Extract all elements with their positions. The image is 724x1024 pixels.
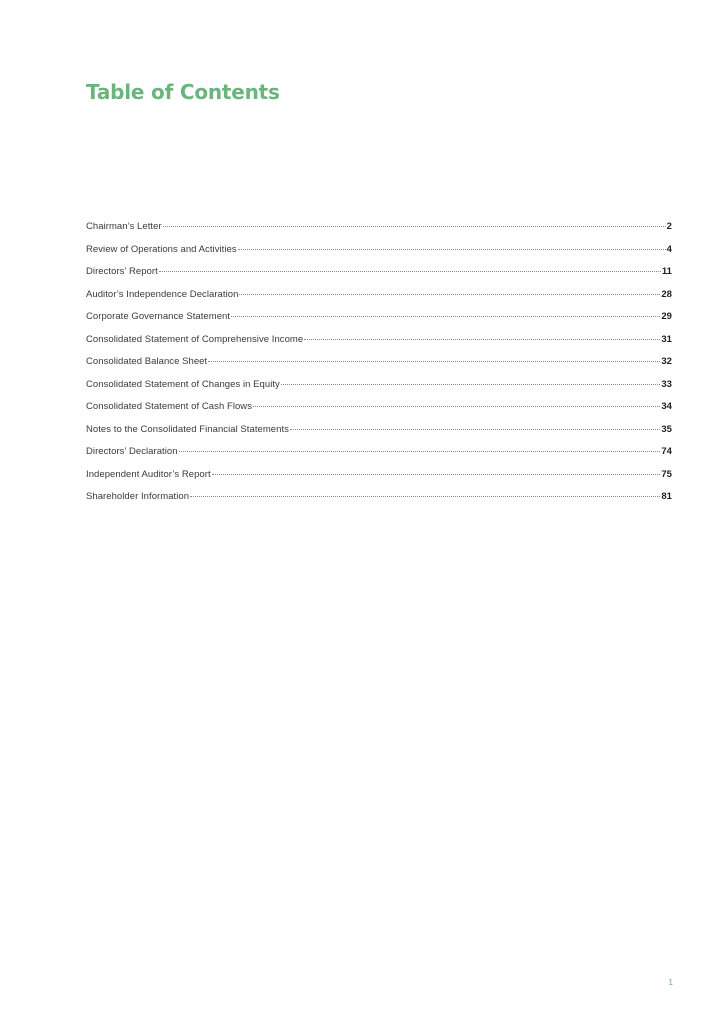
- toc-entry-label: Independent Auditor’s Report: [86, 468, 211, 480]
- toc-entry-page: 75: [661, 468, 672, 480]
- toc-dot-leader: [239, 294, 660, 295]
- toc-entry[interactable]: [86, 356, 672, 379]
- toc-entry-label: Review of Operations and Activities: [86, 243, 237, 255]
- toc-dot-leader: [231, 316, 660, 317]
- toc-entry-label: Auditor’s Independence Declaration: [86, 288, 239, 300]
- toc-entry[interactable]: [86, 446, 672, 469]
- toc-entry-page: 31: [661, 333, 672, 345]
- toc-dot-leader: [253, 406, 660, 407]
- toc-dot-leader: [208, 361, 660, 362]
- toc-entry[interactable]: [86, 244, 672, 267]
- toc-dot-leader: [238, 249, 666, 250]
- toc-entry-page: 29: [661, 311, 672, 322]
- toc-entry-page: 28: [661, 288, 672, 300]
- toc-entry-label: Shareholder Information: [86, 491, 190, 502]
- toc-dot-leader: [190, 496, 660, 497]
- toc-entry-page: 35: [661, 423, 672, 435]
- toc-entry-label: Consolidated Statement of Cash Flows: [86, 401, 253, 412]
- toc-entry[interactable]: [86, 401, 672, 424]
- toc-entry[interactable]: [86, 424, 672, 447]
- toc-entry[interactable]: [86, 311, 672, 334]
- toc-dot-leader: [163, 226, 666, 227]
- toc-entry[interactable]: [86, 221, 672, 244]
- toc-entry-page: 34: [661, 401, 672, 412]
- page-title: Table of Contents: [86, 80, 280, 104]
- toc-entry[interactable]: [86, 289, 672, 312]
- toc-entry-page: 32: [661, 356, 672, 367]
- table-of-contents: [86, 221, 672, 514]
- toc-dot-leader: [290, 429, 660, 430]
- toc-entry-label: Corporate Governance Statement: [86, 311, 231, 322]
- toc-entry[interactable]: [86, 334, 672, 357]
- toc-entry[interactable]: [86, 266, 672, 289]
- toc-entry-page: 4: [666, 243, 672, 255]
- toc-entry-page: 2: [666, 221, 672, 232]
- page-number: 1: [668, 978, 673, 987]
- toc-entry-page: 11: [661, 266, 672, 277]
- toc-dot-leader: [304, 339, 660, 340]
- toc-dot-leader: [159, 271, 661, 272]
- toc-entry[interactable]: [86, 491, 672, 514]
- toc-entry-page: 74: [661, 446, 672, 457]
- toc-entry[interactable]: [86, 469, 672, 492]
- toc-entry[interactable]: [86, 379, 672, 402]
- toc-entry-label: Consolidated Statement of Comprehensive Income: [86, 333, 304, 345]
- toc-entry-label: Consolidated Statement of Changes in Equity: [86, 378, 280, 390]
- toc-entry-page: 81: [661, 491, 672, 502]
- toc-entry-label: Directors’ Declaration: [86, 446, 178, 457]
- toc-entry-label: Notes to the Consolidated Financial Statements: [86, 423, 289, 435]
- toc-entry-page: 33: [661, 378, 672, 390]
- toc-dot-leader: [212, 474, 661, 475]
- toc-entry-label: Consolidated Balance Sheet: [86, 356, 208, 367]
- toc-entry-label: Directors’ Report: [86, 266, 158, 277]
- toc-dot-leader: [179, 451, 661, 452]
- toc-dot-leader: [281, 384, 660, 385]
- toc-entry-label: Chairman’s Letter: [86, 221, 162, 232]
